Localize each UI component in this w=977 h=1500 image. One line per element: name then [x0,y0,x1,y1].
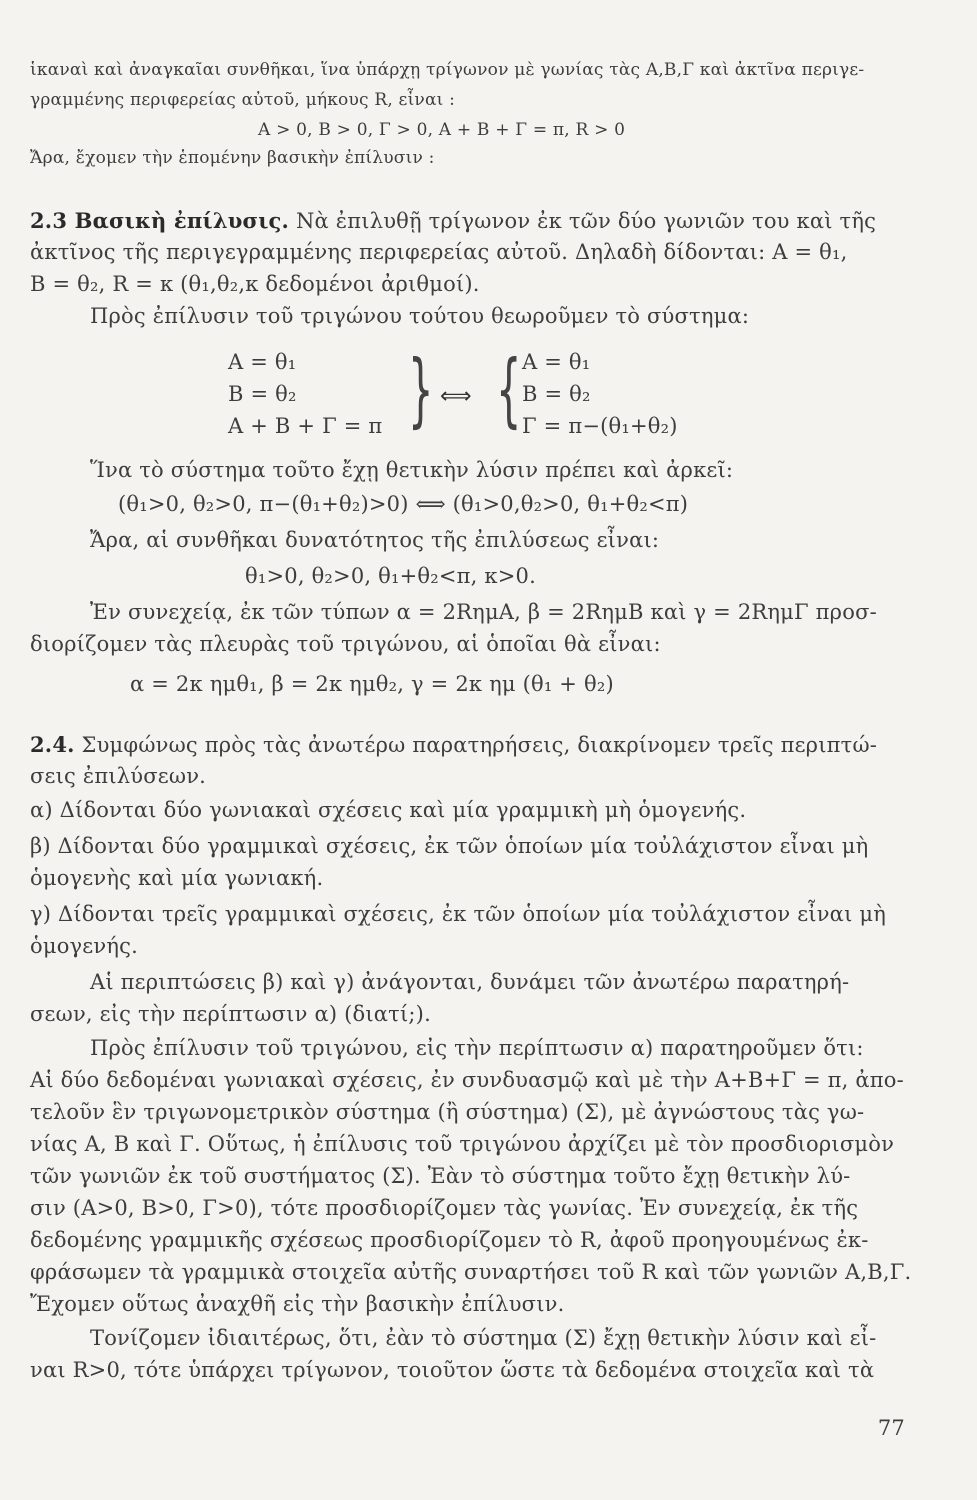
left-brace: { [496,343,522,436]
text-line: Ἄρα, αἱ συνθῆκαι δυνατότητος τῆς ἐπιλύσεως εἶναι: [90,528,660,552]
text-line: φράσωμεν τὰ γραμμικὰ στοιχεῖα αὐτῆς συναρτήσει τοῦ R καὶ τῶν γωνιῶν A,B,Γ. [30,1260,912,1284]
system-right-eq: B = θ₂ [522,382,591,406]
text-line: Ἔχομεν οὕτως ἀναχθῆ εἰς τὴν βασικὴν ἐπίλυσιν. [30,1292,565,1316]
right-brace: } [408,343,434,436]
section-2-4-line1 [30,732,877,757]
text-line: σεων, εἰς τὴν περίπτωσιν α) (διατί;). [30,1002,431,1026]
text-line: Ἄρα, ἔχομεν τὴν ἑπομένην βασικὴν ἐπίλυσιν : [30,148,435,168]
text-line: νίας A, B καὶ Γ. Οὕτως, ἡ ἐπίλυσις τοῦ τριγώνου ἀρχίζει μὲ τὸν προσδιορισμὸν [30,1132,895,1156]
text-line: Αἱ δύο δεδομέναι γωνιακαὶ σχέσεις, ἐν συνδυασμῷ καὶ μὲ τὴν A+B+Γ = π, ἀπο- [30,1068,904,1092]
system-right-eq: A = θ₁ [522,350,591,374]
equivalence-arrow: ⟺ [440,384,472,409]
section-2-3-line1 [30,208,876,233]
text-line: δεδομένης γραμμικῆς σχέσεως προσδιορίζομεν τὸ R, ἀφοῦ προηγουμένως ἐκ- [30,1228,869,1252]
condition-formula: θ₁>0, θ₂>0, θ₁+θ₂<π, κ>0. [245,564,536,588]
condition-formula: A > 0, B > 0, Γ > 0, A + B + Γ = π, R > 0 [258,120,626,140]
text-line: ναι R>0, τότε ὑπάρχει τρίγωνον, τοιοῦτον ὥστε τὰ δεδομένα στοιχεῖα καὶ τὰ [30,1358,875,1382]
text-span: Συμφώνως πρὸς τὰς ἀνωτέρω παρατηρήσεις, διακρίνομεν τρεῖς περιπτώ- [81,733,878,757]
case-item: ὁμογενής. [30,934,138,958]
text-line: σιν (A>0, B>0, Γ>0), τότε προσδιορίζομεν τὰς γωνίας. Ἐν συνεχείᾳ, ἐκ τῆς [30,1196,859,1220]
condition-formula: (θ₁>0, θ₂>0, π−(θ₁+θ₂)>0) ⟺ (θ₁>0,θ₂>0, θ₁+θ₂<π) [118,492,689,516]
side-formula: α = 2κ ημθ₁, β = 2κ ημθ₂, γ = 2κ ημ (θ₁ + θ₂) [130,672,614,696]
system-right-eq: Γ = π−(θ₁+θ₂) [522,414,678,438]
page-number: 77 [877,1416,905,1440]
text-line: τῶν γωνιῶν ἐκ τοῦ συστήματος (Σ). Ἐὰν τὸ σύστημα τοῦτο ἔχῃ θετικὴν λύ- [30,1164,851,1188]
text-line: γραμμένης περιφερείας αὐτοῦ, μήκους R, εἶναι : [30,90,456,110]
case-item: γ) Δίδονται τρεῖς γραμμικαὶ σχέσεις, ἐκ τῶν ὁποίων μία τοὐλάχιστον εἶναι μὴ [30,902,887,926]
text-line: τελοῦν ἓν τριγωνομετρικὸν σύστημα (ἢ σύστημα) (Σ), μὲ ἀγνώστους τὰς γω- [30,1100,865,1124]
section-heading: 2.3 Βασικὴ ἐπίλυσις. [30,208,290,233]
text-line: B = θ₂, R = κ (θ₁,θ₂,κ δεδομένοι ἀριθμοί). [30,272,480,296]
case-item: ὁμογενὴς καὶ μία γωνιακή. [30,866,324,890]
case-item: β) Δίδονται δύο γραμμικαὶ σχέσεις, ἐκ τῶν ὁποίων μία τοὐλάχιστον εἶναι μὴ [30,834,869,858]
text-line: σεις ἐπιλύσεων. [30,764,207,788]
text-line: διορίζομεν τὰς πλευρὰς τοῦ τριγώνου, αἱ ὁποῖαι θὰ εἶναι: [30,632,661,656]
text-line: Τονίζομεν ἰδιαιτέρως, ὅτι, ἐὰν τὸ σύστημα (Σ) ἔχῃ θετικὴν λύσιν καὶ εἶ- [90,1326,877,1350]
section-heading: 2.4. [30,732,75,757]
text-line: ἀκτῖνος τῆς περιγεγραμμένης περιφερείας αὐτοῦ. Δηλαδὴ δίδονται: A = θ₁, [30,240,848,264]
text-line: ἱκαναὶ καὶ ἀναγκαῖαι συνθῆκαι, ἵνα ὑπάρχῃ τρίγωνον μὲ γωνίας τὰς Α,Β,Γ καὶ ἀκτῖνα περιγε- [30,60,865,80]
system-left-eq: A + B + Γ = π [228,414,383,438]
system-left-eq: B = θ₂ [228,382,297,406]
text-line: Ἐν συνεχείᾳ, ἐκ τῶν τύπων α = 2RημA, β = 2RημB καὶ γ = 2RημΓ προσ- [90,600,877,624]
text-line: Πρὸς ἐπίλυσιν τοῦ τριγώνου, εἰς τὴν περίπτωσιν α) παρατηροῦμεν ὅτι: [90,1036,864,1060]
case-item: α) Δίδονται δύο γωνιακαὶ σχέσεις καὶ μία γραμμικὴ μὴ ὁμογενής. [30,798,747,822]
text-line: Αἱ περιπτώσεις β) καὶ γ) ἀνάγονται, δυνάμει τῶν ἀνωτέρω παρατηρή- [90,970,850,994]
system-left-eq: A = θ₁ [228,350,297,374]
text-line: Ἵνα τὸ σύστημα τοῦτο ἔχῃ θετικὴν λύσιν πρέπει καὶ ἀρκεῖ: [90,458,734,482]
text-line: Πρὸς ἐπίλυσιν τοῦ τριγώνου τούτου θεωροῦμεν τὸ σύστημα: [90,304,750,328]
text-span: Νὰ ἐπιλυθῇ τρίγωνον ἐκ τῶν δύο γωνιῶν του καὶ τῆς [295,209,877,233]
